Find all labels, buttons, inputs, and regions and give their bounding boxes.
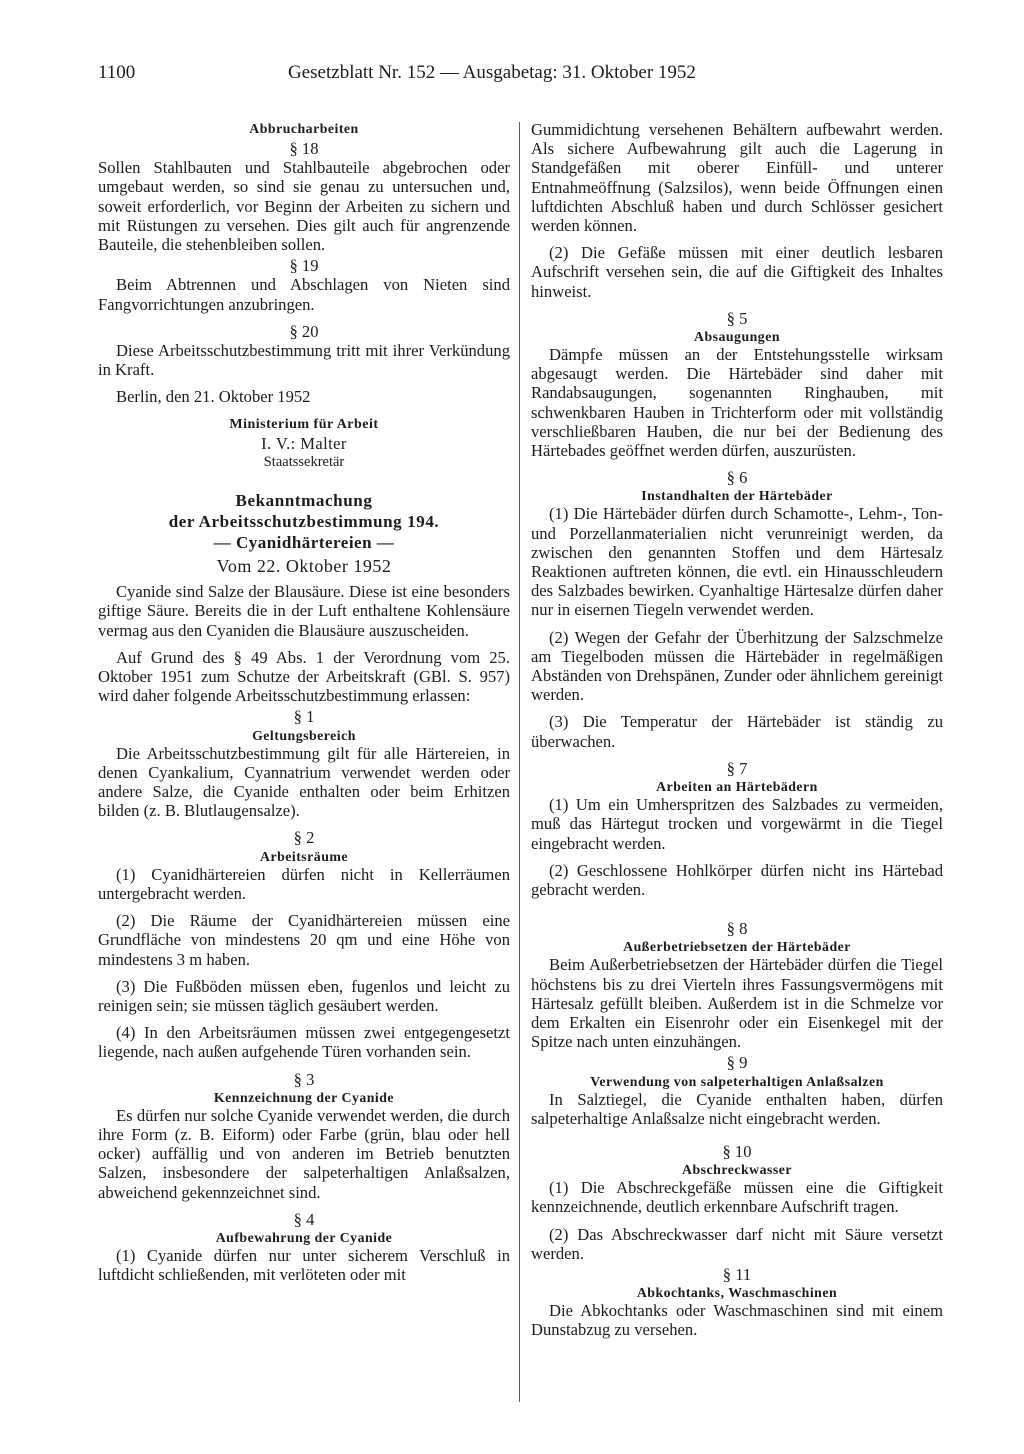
- section-heading-abschreckwasser: Abschreckwasser: [682, 1162, 792, 1178]
- paragraph-7-1: (1) Um ein Umherspritzen des Salzbades zu vermeiden, muß das Härtegut trocken und vorgewärmt in die Tiegel eingebracht werden.: [531, 795, 943, 853]
- announcement-date: Vom 22. Oktober 1952: [216, 556, 392, 577]
- announcement-intro-2: Auf Grund des § 49 Abs. 1 der Verordnung vom 25. Oktober 1951 zum Schutze der Arbeitskraft (GBl. S. 957) wird daher folgende Arbeitsschutzbestimmung erlassen:: [98, 647, 510, 706]
- paragraph-number-20: § 20: [289, 321, 319, 341]
- paragraph-10-1: (1) Die Abschreckgefäße müssen eine die Giftigkeit kennzeichnende, deutlich erkennbare Aufschrift tragen.: [531, 1178, 943, 1217]
- left-column: [98, 120, 510, 1284]
- right-column: [531, 120, 943, 1340]
- paragraph-6-3: (3) Die Temperatur der Härtebäder ist ständig zu überwachen.: [531, 712, 943, 751]
- paragraph-10-2: (2) Das Abschreckwasser darf nicht mit Säure versetzt werden.: [531, 1224, 943, 1263]
- paragraph-4-1-end: Gummidichtung versehenen Behältern aufbewahrt werden. Als sichere Aufbewahrung gilt auch die Lagerung in Standgefäßen mit oberer Einfüll- und unterer Entnahmeöffnung (Salzsilos), wenn beide Öffnungen einen luftdichten Abschluß haben und durch Schlösser gesichert werden können.: [531, 120, 943, 236]
- paragraph-2-4: (4) In den Arbeitsräumen müssen zwei entgegengesetzt liegende, nach außen aufgehende Türen vorhanden sein.: [98, 1023, 510, 1062]
- paragraph-number-18: § 18: [289, 139, 319, 158]
- paragraph-1-text: Die Arbeitsschutzbestimmung gilt für alle Härtereien, in denen Cyankalium, Cyannatrium verwendet werden oder andere Salze, die Cyanide enthalten oder beim Erhitzen bilden (z. B. Blutlaugensalze).: [98, 743, 510, 821]
- section-heading-kennzeichnung: Kennzeichnung der Cyanide: [213, 1089, 395, 1105]
- paragraph-5-text: Dämpfe müssen an der Entstehungsstelle wirksam abgesaugt werden. Die Härtebäder sind daher mit Randabsaugungen, sogenannten Ringhauben, mit schwenkbaren Hauben in Trichterform oder mit vollständig verschließbaren Hauben, die nur bei der Bedienung des Härtebades geöffnet werden dürfen, auszurüsten.: [531, 345, 943, 461]
- section-heading-geltungsbereich: Geltungsbereich: [252, 727, 356, 743]
- paragraph-2-3: (3) Die Fußböden müssen eben, fugenlos und leicht zu reinigen sein; sie müssen täglich gesäubert werden.: [98, 976, 510, 1015]
- gazette-title: Gesetzblatt Nr. 152 — Ausgabetag: 31. Oktober 1952: [288, 62, 696, 83]
- paragraph-3-text: Es dürfen nur solche Cyanide verwendet werden, die durch ihre Form (z. B. Eiform) oder Farbe (grün, blau oder hell ocker) auffällig und von anderen im Betrieb benutzten Salzen, insbesondere der salpeterhaltigen Anlaßsalzen, abweichend gekennzeichnet sind.: [98, 1105, 510, 1202]
- section-heading-instandhalten: Instandhalten der Härtebäder: [641, 488, 833, 504]
- paragraph-number-4: § 4: [293, 1209, 315, 1229]
- paragraph-7-2: (2) Geschlossene Hohlkörper dürfen nicht ins Härtebad gebracht werden.: [531, 860, 943, 899]
- paragraph-number-2: § 2: [293, 828, 315, 848]
- page-number: 1100: [98, 62, 136, 83]
- announcement-subtitle: — Cyanidhärtereien —: [213, 533, 395, 553]
- section-heading-arbeiten: Arbeiten an Härtebädern: [656, 779, 818, 795]
- paragraph-number-3: § 3: [293, 1069, 315, 1089]
- paragraph-9-text: In Salztiegel, die Cyanide enthalten haben, dürfen salpeterhaltige Anlaßsalze nicht eingebracht werden.: [531, 1089, 943, 1128]
- paragraph-number-1: § 1: [293, 707, 315, 727]
- section-heading-ausserbetriebsetzen: Außerbetriebsetzen der Härtebäder: [623, 939, 851, 955]
- paragraph-4-1-start: (1) Cyanide dürfen nur unter sicherem Verschluß in luftdicht schließenden, mit verlöteten oder mit: [98, 1245, 510, 1285]
- section-heading-abbrucharbeiten: Abbrucharbeiten: [249, 121, 359, 136]
- paragraph-number-5: § 5: [726, 308, 748, 328]
- paragraph-number-6: § 6: [726, 468, 748, 488]
- paragraph-2-1: (1) Cyanidhärtereien dürfen nicht in Kellerräumen untergebracht werden.: [98, 864, 510, 903]
- signatory-role: Staatssekretär: [263, 454, 345, 471]
- section-heading-arbeitsraeume: Arbeitsräume: [260, 848, 348, 864]
- section-heading-verwendung: Verwendung von salpeterhaltigen Anlaßsalzen: [590, 1073, 884, 1089]
- column-divider: [519, 122, 520, 1402]
- paragraph-6-2: (2) Wegen der Gefahr der Überhitzung der Salzschmelze am Tiegelboden müssen die Härtebäder in regelmäßigen Abständen von Drehspänen, Zunder oder ähnlichem gereinigt werden.: [531, 627, 943, 705]
- paragraph-number-9: § 9: [726, 1053, 748, 1073]
- page-header: [98, 62, 938, 92]
- signatory: I. V.: Malter: [261, 433, 347, 453]
- paragraph-number-10: § 10: [722, 1141, 752, 1161]
- paragraph-2-2: (2) Die Räume der Cyanidhärtereien müssen eine Grundfläche von mindestens 20 qm und eine Höhe von mindestens 3 m haben.: [98, 911, 510, 969]
- paragraph-11-text: Die Abkochtanks oder Waschmaschinen sind mit einem Dunstabzug zu versehen.: [531, 1301, 943, 1340]
- paragraph-19-text: Beim Abtrennen und Abschlagen von Nieten sind Fangvorrichtungen anzubringen.: [98, 275, 510, 314]
- section-heading-absaugungen: Absaugungen: [693, 329, 781, 345]
- ministry-name: Ministerium für Arbeit: [229, 416, 379, 432]
- paragraph-18-text: Sollen Stahlbauten und Stahlbauteile abgebrochen oder umgebaut werden, so sind sie genau zu untersuchen und, soweit erforderlich, vor Beginn der Arbeiten zu sichern und mit Rüstungen zu versehen. Dies gilt auch für angrenzende Bauteile, die stehenbleiben sollen.: [98, 158, 510, 255]
- paragraph-8-text: Beim Außerbetriebsetzen der Härtebäder dürfen die Tiegel höchstens bis zu drei Vierteln ihres Fassungsvermögens mit Härtesalz gefüllt bleiben. Außerdem ist in die Schmelze vor dem Erkalten ein Eisenrohr oder ein Eisenkegel mit der Spitze nach unten einzuhängen.: [531, 955, 943, 1052]
- paragraph-number-11: § 11: [722, 1264, 752, 1284]
- paragraph-number-8: § 8: [726, 919, 748, 939]
- paragraph-number-19: § 19: [289, 256, 319, 276]
- announcement-title-line1: Bekanntmachung: [235, 491, 373, 511]
- paragraph-number-7: § 7: [726, 758, 748, 778]
- section-heading-abkochtanks: Abkochtanks, Waschmaschinen: [636, 1285, 838, 1301]
- section-heading-aufbewahrung: Aufbewahrung der Cyanide: [215, 1229, 393, 1245]
- paragraph-6-1: (1) Die Härtebäder dürfen durch Schamotte-, Lehm-, Ton- und Porzellanmaterialien nicht verunreinigt werden, da zwischen den genannten Stoffen und dem Härtesalz Reaktionen auftreten können, die evtl. ein Hinausschleudern des Salzbades bewirken. Cyanhaltige Härtesalze dürfen daher nur in eisernen Tiegeln verwendet werden.: [531, 504, 943, 620]
- place-date: Berlin, den 21. Oktober 1952: [116, 387, 311, 407]
- announcement-title-line2: der Arbeitsschutzbestimmung 194.: [168, 512, 440, 532]
- paragraph-4-2: (2) Die Gefäße müssen mit einer deutlich lesbaren Aufschrift versehen sein, die auf die Giftigkeit des Inhaltes hinweist.: [531, 243, 943, 301]
- paragraph-20-text: Diese Arbeitsschutzbestimmung tritt mit ihrer Verkündung in Kraft.: [98, 341, 510, 380]
- announcement-intro-1: Cyanide sind Salze der Blausäure. Diese ist eine besonders giftige Säure. Bereits die in der Luft enthaltene Kohlensäure vermag aus den Cyaniden die Blausäure auszuscheiden.: [98, 582, 510, 640]
